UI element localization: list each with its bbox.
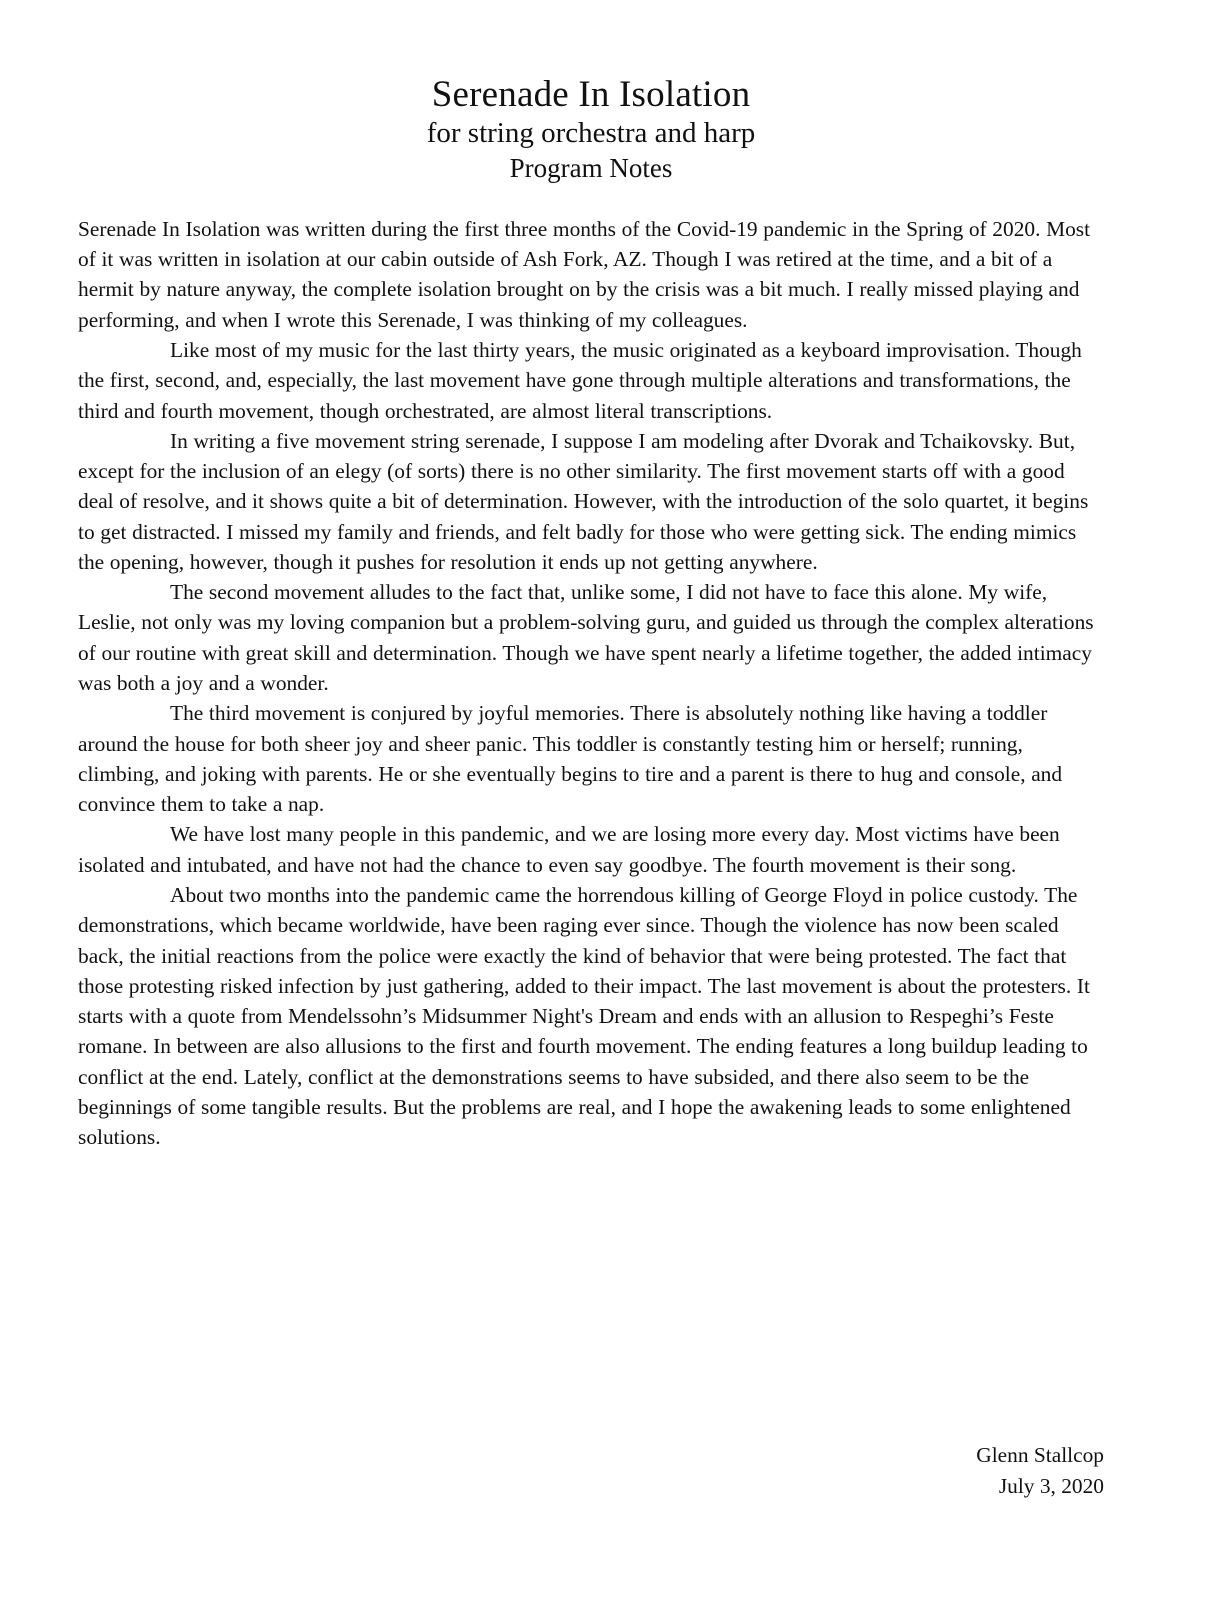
page-section-title: Program Notes bbox=[509, 152, 673, 183]
paragraph-2: Like most of my music for the last thirty years, the music originated as a keyboard improvisation. Though the first, second, and, especially, the last movement have gone through multiple alterations and transformations, the third and fourth movement, though orchestrated, are almost literal transcriptions. bbox=[78, 337, 1082, 423]
signature-date: July 3, 2020 bbox=[998, 1473, 1104, 1498]
paragraph-1: Serenade In Isolation was written during the first three months of the Covid-19 pandemic in the Spring of 2020. Most of it was written in isolation at our cabin outside of Ash Fork, AZ. Though I was retired at the time, and a bit of a hermit by nature anyway, the complete isolation brought on by the crisis was a bit much. I really missed playing and performing, and when I wrote this Serenade, I was thinking of my colleagues. bbox=[78, 216, 1091, 332]
page-title: Serenade In Isolation bbox=[431, 74, 751, 115]
signature-author: Glenn Stallcop bbox=[976, 1443, 1104, 1468]
paragraph-6: We have lost many people in this pandemic, and we are losing more every day. Most victims have been isolated and intubated, and have not had the chance to even say goodbye. The fourth movement is their song. bbox=[78, 822, 1060, 877]
paragraph-4: The second movement alludes to the fact that, unlike some, I did not have to face this alone. My wife, Leslie, not only was my loving companion but a problem-solving guru, and guided us through the complex alterations of our routine with great skill and determination. Though we have spent nearly a lifetime together, the added intimacy was both a joy and a wonder. bbox=[78, 580, 1094, 696]
paragraph-3: In writing a five movement string serenade, I suppose I am modeling after Dvorak and Tchaikovsky. But, except for the inclusion of an elegy (of sorts) there is no other similarity. The first movement starts off with a good deal of resolve, and it shows quite a bit of determination. However, with the introduction of the solo quartet, it begins to get distracted. I missed my family and friends, and felt badly for those who were getting sick. The ending mimics the opening, however, though it pushes for resolution it ends up not getting anywhere. bbox=[78, 428, 1089, 574]
page-subtitle: for string orchestra and harp bbox=[426, 117, 756, 150]
signature-block bbox=[976, 1440, 1104, 1501]
document-body bbox=[78, 214, 1104, 1153]
document-header bbox=[78, 74, 1104, 184]
paragraph-7: About two months into the pandemic came the horrendous killing of George Floyd in police custody. The demonstrations, which became worldwide, have been raging ever since. Though the violence has now been scaled back, the initial reactions from the police were exactly the kind of behavior that were being protested. The fact that those protesting risked infection by just gathering, added to their impact. The last movement is about the protesters. It starts with a quote from Mendelssohn’s Midsummer Night's Dream and ends with an allusion to Respeghi’s Feste romane. In between are also allusions to the first and fourth movement. The ending features a long buildup leading to conflict at the end. Lately, conflict at the demonstrations seems to have subsided, and there also seem to be the beginnings of some tangible results. But the problems are real, and I hope the awakening leads to some enlightened solutions. bbox=[78, 883, 1090, 1150]
paragraph-5: The third movement is conjured by joyful memories. There is absolutely nothing like having a toddler around the house for both sheer joy and sheer panic. This toddler is constantly testing him or herself; running, climbing, and joking with parents. He or she eventually begins to tire and a parent is there to hug and console, and convince them to take a nap. bbox=[78, 701, 1063, 817]
